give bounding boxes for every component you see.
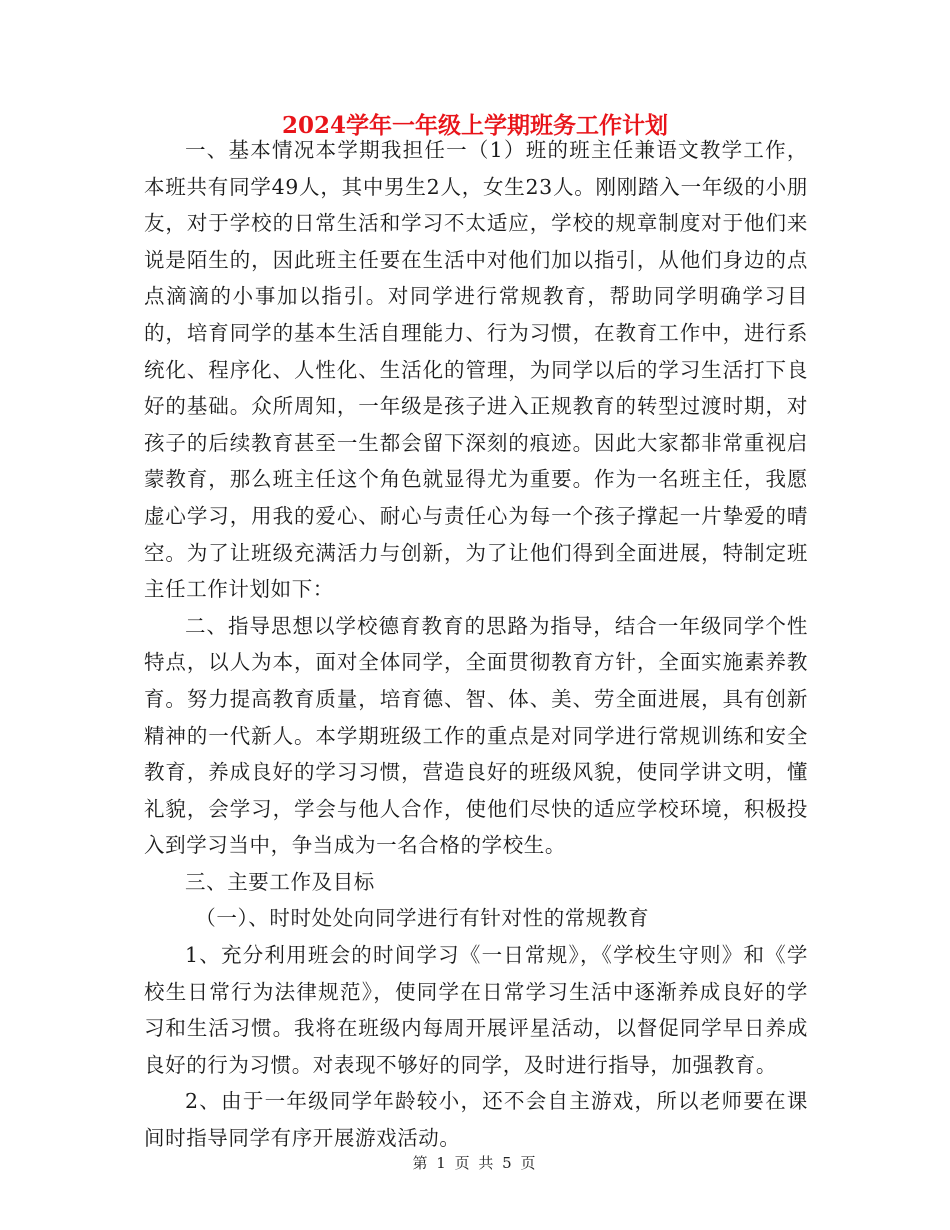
paragraph-item-2: 2、由于一年级同学年龄较小，还不会自主游戏，所以老师要在课间时指导同学有序开展游戏活动。 — [144, 1089, 808, 1151]
paragraph-guiding-thought: 二、指导思想以学校德育教育的思路为指导，结合一年级同学个性特点，以人为本，面对全体同学，全面贯彻教育方针，全面实施素养教育。努力提高教育质量，培育德、智、体、美、劳全面进展，具有创新精神的一代新人。本学期班级工作的重点是对同学进行常规训练和安全教育，养成良好的学习习惯，营造良好的班级风貌，使同学讲文明，懂礼貌，会学习，学会与他人合作，使他们尽快的适应学校环境，积极投入到学习当中，争当成为一名合格的学校生。 — [144, 613, 808, 858]
document-title: 2024学年一年级上学期班务工作计划 — [281, 112, 668, 139]
document-body — [144, 132, 808, 1157]
subsection-heading-routine-education: （一）、时时处处向同学进行有针对性的常规教育 — [195, 906, 650, 931]
paragraph-basic-situation: 一、基本情况本学期我担任一（1）班的班主任兼语文教学工作，本班共有同学49人，其中男生2人，女生23人。刚刚踏入一年级的小朋友，对于学校的日常生活和学习不太适应，学校的规章制度对于他们来说是陌生的，因此班主任要在生活中对他们加以指引，从他们身边的点点滴滴的小事加以指引。对同学进行常规教育，帮助同学明确学习目的，培育同学的基本生活自理能力、行为习惯，在教育工作中，进行系统化、程序化、人性化、生活化的管理，为同学以后的学习生活打下良好的基础。众所周知，一年级是孩子进入正规教育的转型过渡时期，对孩子的后续教育甚至一生都会留下深刻的痕迹。因此大家都非常重视启蒙教育，那么班主任这个角色就显得尤为重要。作为一名班主任，我愿虚心学习，用我的爱心、耐心与责任心为每一个孩子撑起一片挚爱的晴空。为了让班级充满活力与创新，为了让他们得到全面进展，特制定班主任工作计划如下： — [144, 138, 808, 602]
page-number-footer: 第 1 页 共 5 页 — [412, 1154, 538, 1172]
section-heading-main-work: 三、主要工作及目标 — [185, 869, 375, 894]
paragraph-item-1: 1、充分利用班会的时间学习《一日常规》，《学校生守则》和《学校生日常行为法律规范》，使同学在日常学习生活中逐渐养成良好的学习和生活习惯。我将在班级内每周开展评星活动，以督促同学早日养成良好的行为习惯。对表现不够好的同学，及时进行指导，加强教育。 — [144, 943, 808, 1077]
